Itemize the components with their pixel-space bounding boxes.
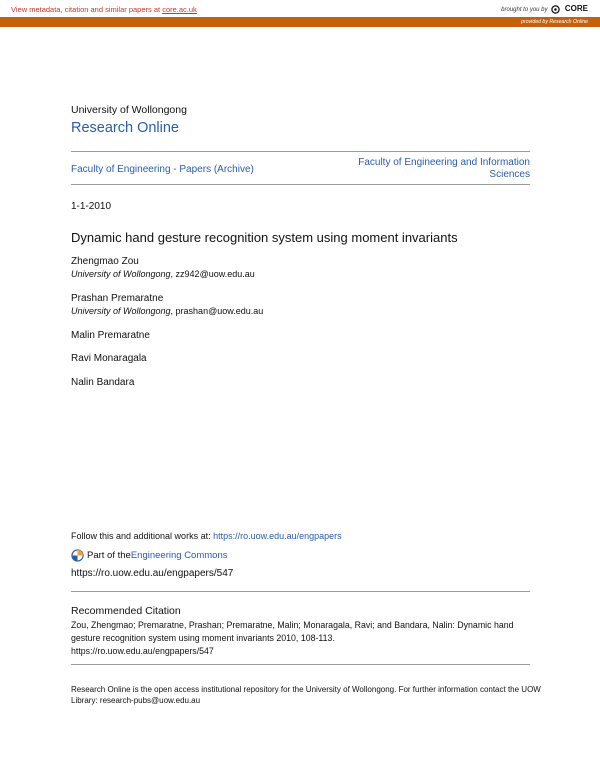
core-metadata-link[interactable] (11, 5, 197, 14)
faculty-eis-link[interactable]: Faculty of Engineering and Information Sciences (358, 157, 530, 180)
affiliation-inst: University of Wollongong (71, 269, 171, 279)
part-of-line (71, 549, 227, 562)
citation-text: Zou, Zhengmao; Premaratne, Prashan; Premaratne, Malin; Monaragala, Ravi; and Bandara, Nalin: Dynamic hand gesture recognition system using moment invariants 2010, 108-113. (71, 620, 514, 643)
core-logo-icon (551, 5, 560, 14)
author-name: Ravi Monaragala (71, 353, 147, 364)
core-brought-by (501, 4, 588, 14)
footer-text: Research Online is the open access institutional repository for the University of Wollongong. For further information contact the UOW Library: research-pubs@uow.edu.au (71, 685, 541, 705)
bepress-network-icon (71, 549, 84, 562)
author-name: Malin Premaratne (71, 330, 150, 341)
core-orange-bar (0, 17, 600, 27)
author-name: Prashan Premaratne (71, 293, 164, 304)
repository-link[interactable]: Research Online (71, 120, 179, 136)
citation-url[interactable]: https://ro.uow.edu.au/engpapers/547 (71, 646, 214, 656)
author-name: Nalin Bandara (71, 377, 135, 388)
institution-name: University of Wollongong (71, 104, 187, 116)
follow-url-link[interactable]: https://ro.uow.edu.au/engpapers (213, 531, 342, 541)
faculty-archive-link[interactable]: Faculty of Engineering - Papers (Archive) (71, 164, 254, 175)
publication-date: 1-1-2010 (71, 201, 112, 212)
divider-citation (71, 591, 530, 592)
affiliation-inst: University of Wollongong (71, 306, 171, 316)
affiliation-email: , zz942@uow.edu.au (170, 269, 255, 279)
follow-line (71, 531, 342, 541)
affiliation-email: , prashan@uow.edu.au (170, 306, 264, 316)
author-affiliation (71, 269, 255, 279)
paper-title: Dynamic hand gesture recognition system using moment invariants (71, 230, 458, 245)
core-banner (0, 0, 600, 27)
paper-url[interactable]: https://ro.uow.edu.au/engpapers/547 (71, 568, 234, 579)
brought-text: brought to you by (501, 7, 548, 13)
divider-mid (71, 184, 530, 185)
citation-block (71, 619, 531, 658)
part-of-text: Part of the (87, 550, 131, 561)
divider-top (71, 151, 530, 152)
core-logo-text[interactable]: CORE (564, 4, 588, 13)
author-name: Zhengmao Zou (71, 256, 139, 267)
core-link-text: View metadata, citation and similar papers at (11, 5, 163, 14)
engineering-commons-link[interactable]: Engineering Commons (130, 550, 228, 561)
follow-text: Follow this and additional works at: (71, 531, 214, 541)
core-link-url[interactable]: core.ac.uk (162, 5, 197, 14)
provided-by: provided by Research Online (521, 19, 588, 25)
author-affiliation (71, 306, 263, 316)
citation-heading: Recommended Citation (71, 605, 181, 617)
divider-footer (71, 664, 530, 665)
